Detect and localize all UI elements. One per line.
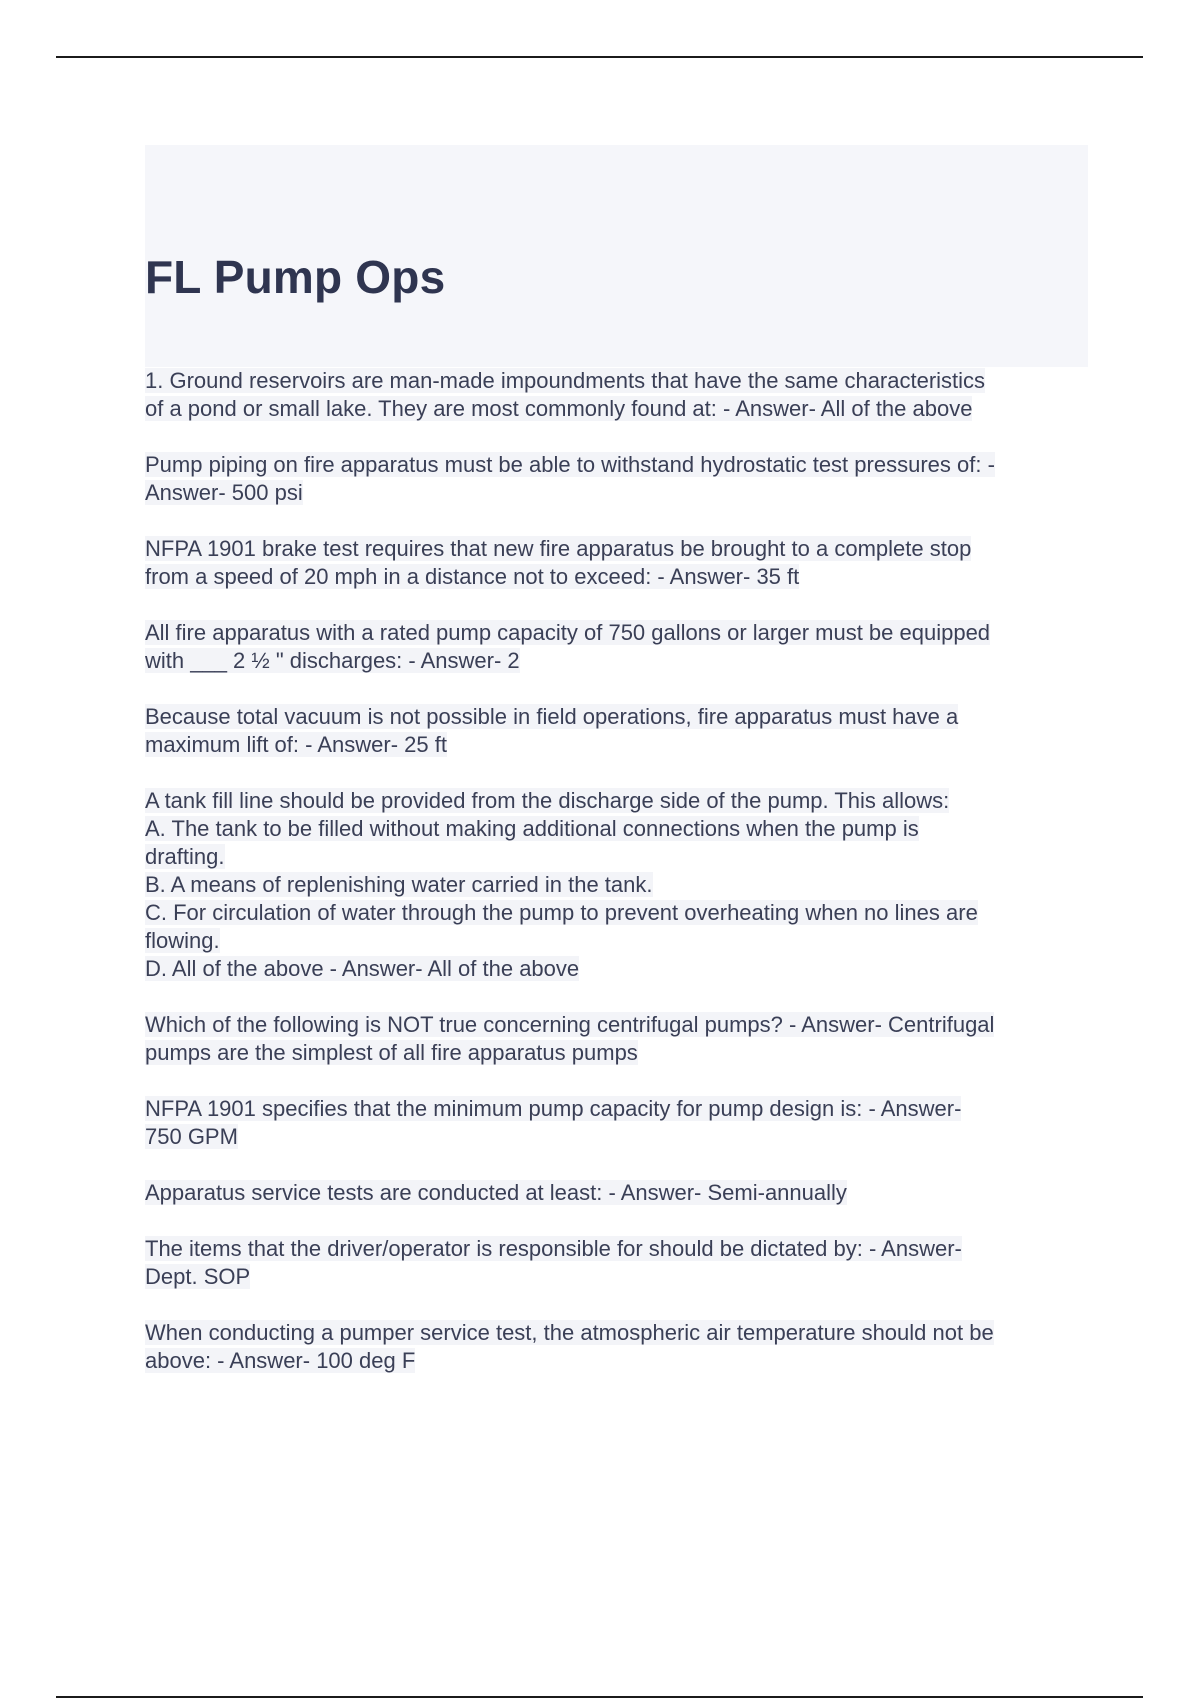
question-item (145, 1011, 1090, 1067)
question-line (145, 367, 1090, 395)
question-item (145, 1179, 1090, 1207)
question-line (145, 843, 1090, 871)
question-line (145, 703, 1090, 731)
question-text: drafting. (145, 844, 225, 869)
question-text: NFPA 1901 specifies that the minimum pump capacity for pump design is: - Answer- (145, 1096, 962, 1121)
question-text: C. For circulation of water through the pump to prevent overheating when no lines are (145, 900, 978, 925)
question-line (145, 899, 1090, 927)
question-item (145, 787, 1090, 983)
question-text: Dept. SOP (145, 1264, 251, 1289)
question-line (145, 619, 1090, 647)
question-text: NFPA 1901 brake test requires that new fire apparatus be brought to a complete stop (145, 536, 972, 561)
question-line (145, 787, 1090, 815)
question-line (145, 395, 1090, 423)
question-text: maximum lift of: - Answer- 25 ft (145, 732, 447, 757)
question-item (145, 451, 1090, 507)
question-line (145, 1235, 1090, 1263)
question-line (145, 927, 1090, 955)
question-text: with ___ 2 ½ " discharges: - Answer- 2 (145, 648, 520, 673)
question-line (145, 1319, 1090, 1347)
question-item (145, 1095, 1090, 1151)
question-line (145, 451, 1090, 479)
question-line (145, 1011, 1090, 1039)
question-text: B. A means of replenishing water carried in the tank. (145, 872, 653, 897)
question-text: Because total vacuum is not possible in field operations, fire apparatus must have a (145, 704, 959, 729)
question-text: Which of the following is NOT true concerning centrifugal pumps? - Answer- Centrifugal (145, 1012, 995, 1037)
question-line (145, 563, 1090, 591)
question-text: When conducting a pumper service test, the atmospheric air temperature should not be (145, 1320, 994, 1345)
question-line (145, 647, 1090, 675)
question-text: All fire apparatus with a rated pump capacity of 750 gallons or larger must be equipped (145, 620, 991, 645)
question-line (145, 731, 1090, 759)
question-item (145, 619, 1090, 675)
question-line (145, 1179, 1090, 1207)
question-line (145, 1095, 1090, 1123)
question-text: A tank fill line should be provided from the discharge side of the pump. This allows: (145, 788, 950, 813)
question-line (145, 815, 1090, 843)
question-text: 750 GPM (145, 1124, 238, 1149)
question-line (145, 479, 1090, 507)
question-text: D. All of the above - Answer- All of the above (145, 956, 580, 981)
question-line (145, 955, 1090, 983)
question-text: above: - Answer- 100 deg F (145, 1348, 416, 1373)
question-text: Apparatus service tests are conducted at least: - Answer- Semi-annually (145, 1180, 847, 1205)
question-text: The items that the driver/operator is responsible for should be dictated by: - Answer- (145, 1236, 962, 1261)
question-item (145, 1319, 1090, 1375)
question-item (145, 1235, 1090, 1291)
question-text: pumps are the simplest of all fire apparatus pumps (145, 1040, 638, 1065)
question-line (145, 1263, 1090, 1291)
bottom-rule (56, 1696, 1143, 1698)
question-line (145, 1123, 1090, 1151)
question-text: of a pond or small lake. They are most commonly found at: - Answer- All of the above (145, 396, 973, 421)
page-title: FL Pump Ops (145, 251, 446, 303)
question-list (145, 367, 1090, 1403)
question-line (145, 1347, 1090, 1375)
question-text: Answer- 500 psi (145, 480, 303, 505)
question-text: A. The tank to be filled without making additional connections when the pump is (145, 816, 919, 841)
top-rule (56, 56, 1143, 58)
question-line (145, 535, 1090, 563)
question-text: Pump piping on fire apparatus must be able to withstand hydrostatic test pressures of: - (145, 452, 995, 477)
question-item (145, 367, 1090, 423)
question-item (145, 703, 1090, 759)
question-item (145, 535, 1090, 591)
question-text: flowing. (145, 928, 220, 953)
question-line (145, 871, 1090, 899)
question-text: 1. Ground reservoirs are man-made impoundments that have the same characteristics (145, 368, 986, 393)
question-line (145, 1039, 1090, 1067)
question-text: from a speed of 20 mph in a distance not to exceed: - Answer- 35 ft (145, 564, 800, 589)
